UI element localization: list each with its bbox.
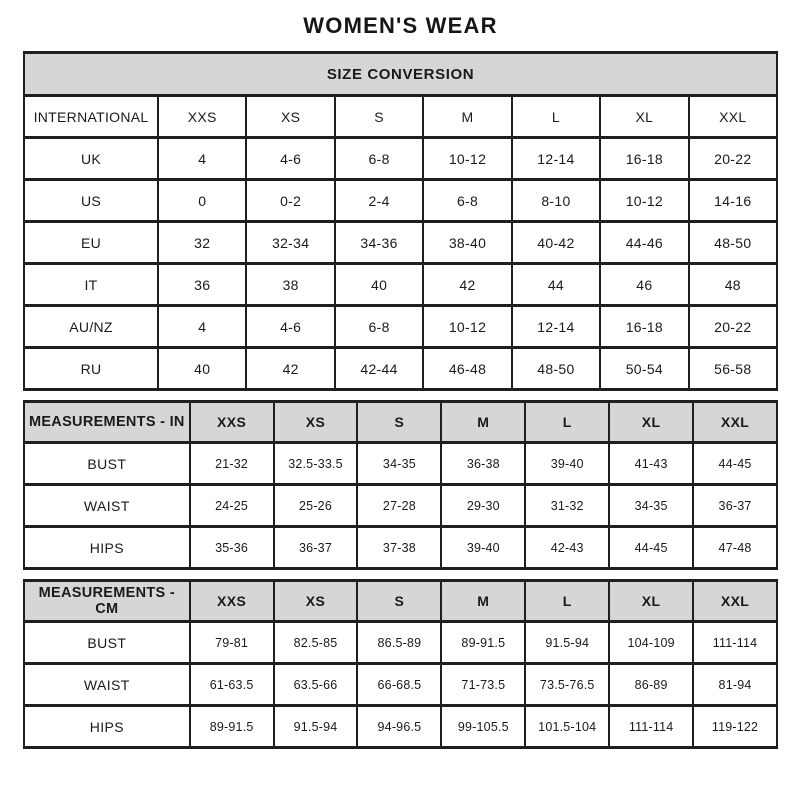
table-row (24, 706, 777, 748)
table-cell: 42-43 (525, 527, 609, 569)
table-row (24, 138, 777, 180)
row-label: US (24, 180, 158, 222)
table-cell: 8-10 (512, 180, 600, 222)
table-cell: 40 (158, 348, 246, 390)
table-row (24, 527, 777, 569)
table-cell: 81-94 (693, 664, 777, 706)
table-cell: 82.5-85 (274, 622, 358, 664)
table-cell: 32 (158, 222, 246, 264)
table-cell: 89-91.5 (441, 622, 525, 664)
table-cell: 36-37 (693, 485, 777, 527)
row-label: UK (24, 138, 158, 180)
table-cell: 66-68.5 (357, 664, 441, 706)
row-label: BUST (24, 443, 190, 485)
table-cell: 41-43 (609, 443, 693, 485)
table-cell: 35-36 (190, 527, 274, 569)
size-column-header: XL (609, 581, 693, 622)
size-column-header: XXS (158, 96, 246, 138)
table-row (24, 622, 777, 664)
table-cell: 99-105.5 (441, 706, 525, 748)
table-cell: 48-50 (689, 222, 777, 264)
size-column-header: XXL (693, 402, 777, 443)
table-cell: 37-38 (357, 527, 441, 569)
table-cell: 111-114 (693, 622, 777, 664)
table-cell: 42-44 (335, 348, 423, 390)
table-cell: 4-6 (246, 138, 334, 180)
column-header-row (24, 581, 777, 622)
table-cell: 89-91.5 (190, 706, 274, 748)
table-cell: 119-122 (693, 706, 777, 748)
table-cell: 111-114 (609, 706, 693, 748)
table-row (24, 664, 777, 706)
table-cell: 14-16 (689, 180, 777, 222)
table-cell: 48 (689, 264, 777, 306)
size-column-header: L (525, 581, 609, 622)
row-label: IT (24, 264, 158, 306)
table-cell: 47-48 (693, 527, 777, 569)
table-cell: 38 (246, 264, 334, 306)
table-cell: 12-14 (512, 306, 600, 348)
size-column-header: XXS (190, 581, 274, 622)
table-cell: 50-54 (600, 348, 688, 390)
table-cell: 40-42 (512, 222, 600, 264)
table-cell: 20-22 (689, 138, 777, 180)
table-cell: 39-40 (525, 443, 609, 485)
table-cell: 34-35 (609, 485, 693, 527)
measurements-cm-banner: MEASUREMENTS - CM (24, 581, 190, 622)
table-cell: 24-25 (190, 485, 274, 527)
size-column-header: S (357, 581, 441, 622)
table-cell: 16-18 (600, 306, 688, 348)
table-cell: 44-45 (693, 443, 777, 485)
size-column-header: L (512, 96, 600, 138)
table-cell: 10-12 (423, 306, 511, 348)
table-cell: 34-35 (357, 443, 441, 485)
table-cell: 25-26 (274, 485, 358, 527)
table-cell: 94-96.5 (357, 706, 441, 748)
size-column-header: L (525, 402, 609, 443)
measurements-in-table (23, 400, 778, 570)
table-cell: 61-63.5 (190, 664, 274, 706)
table-cell: 0 (158, 180, 246, 222)
size-conversion-table (23, 51, 778, 391)
table-cell: 91.5-94 (525, 622, 609, 664)
table-cell: 31-32 (525, 485, 609, 527)
table-cell: 42 (423, 264, 511, 306)
size-column-header: XS (246, 96, 334, 138)
table-cell: 20-22 (689, 306, 777, 348)
row-label: AU/NZ (24, 306, 158, 348)
size-column-header: XXL (693, 581, 777, 622)
table-cell: 0-2 (246, 180, 334, 222)
table-cell: 36 (158, 264, 246, 306)
table-cell: 86.5-89 (357, 622, 441, 664)
row-label: HIPS (24, 527, 190, 569)
table-row (24, 222, 777, 264)
table-cell: 63.5-66 (274, 664, 358, 706)
table-cell: 32-34 (246, 222, 334, 264)
column-header-row (24, 402, 777, 443)
size-column-header: XXL (689, 96, 777, 138)
table-cell: 34-36 (335, 222, 423, 264)
table-row (24, 443, 777, 485)
table-cell: 10-12 (600, 180, 688, 222)
table-cell: 46 (600, 264, 688, 306)
page-title: WOMEN'S WEAR (303, 13, 498, 38)
table-cell: 38-40 (423, 222, 511, 264)
table-row (24, 264, 777, 306)
measurements-cm-table (23, 579, 778, 749)
table-cell: 16-18 (600, 138, 688, 180)
table-cell: 29-30 (441, 485, 525, 527)
size-column-header: XXS (190, 402, 274, 443)
table-cell: 56-58 (689, 348, 777, 390)
table-row (24, 485, 777, 527)
table-cell: 2-4 (335, 180, 423, 222)
size-column-header: XS (274, 581, 358, 622)
table-cell: 36-38 (441, 443, 525, 485)
size-column-header: S (335, 96, 423, 138)
table-row (24, 180, 777, 222)
table-cell: 6-8 (423, 180, 511, 222)
row-label: WAIST (24, 485, 190, 527)
table-cell: 27-28 (357, 485, 441, 527)
table-cell: 44 (512, 264, 600, 306)
table-cell: 4 (158, 138, 246, 180)
table-cell: 39-40 (441, 527, 525, 569)
size-column-header: INTERNATIONAL (24, 96, 158, 138)
table-cell: 46-48 (423, 348, 511, 390)
table-cell: 44-46 (600, 222, 688, 264)
row-label: RU (24, 348, 158, 390)
table-cell: 21-32 (190, 443, 274, 485)
row-label: EU (24, 222, 158, 264)
table-cell: 73.5-76.5 (525, 664, 609, 706)
table-cell: 104-109 (609, 622, 693, 664)
table-cell: 4-6 (246, 306, 334, 348)
column-header-row (24, 96, 777, 138)
size-column-header: M (423, 96, 511, 138)
size-column-header: S (357, 402, 441, 443)
row-label: BUST (24, 622, 190, 664)
table-cell: 101.5-104 (525, 706, 609, 748)
table-cell: 91.5-94 (274, 706, 358, 748)
table-cell: 36-37 (274, 527, 358, 569)
table-cell: 48-50 (512, 348, 600, 390)
size-column-header: M (441, 581, 525, 622)
table-cell: 32.5-33.5 (274, 443, 358, 485)
size-column-header: XS (274, 402, 358, 443)
size-column-header: XL (600, 96, 688, 138)
table-cell: 6-8 (335, 306, 423, 348)
table-cell: 6-8 (335, 138, 423, 180)
table-cell: 40 (335, 264, 423, 306)
row-label: WAIST (24, 664, 190, 706)
table-cell: 71-73.5 (441, 664, 525, 706)
size-column-header: M (441, 402, 525, 443)
table-cell: 4 (158, 306, 246, 348)
table-cell: 42 (246, 348, 334, 390)
table-cell: 12-14 (512, 138, 600, 180)
table-row (24, 306, 777, 348)
table-row (24, 53, 777, 96)
size-column-header: XL (609, 402, 693, 443)
row-label: HIPS (24, 706, 190, 748)
table-row (24, 348, 777, 390)
table-cell: 86-89 (609, 664, 693, 706)
measurements-in-banner: MEASUREMENTS - IN (24, 402, 190, 443)
size-conversion-banner: SIZE CONVERSION (24, 53, 777, 96)
table-cell: 10-12 (423, 138, 511, 180)
table-cell: 79-81 (190, 622, 274, 664)
table-cell: 44-45 (609, 527, 693, 569)
